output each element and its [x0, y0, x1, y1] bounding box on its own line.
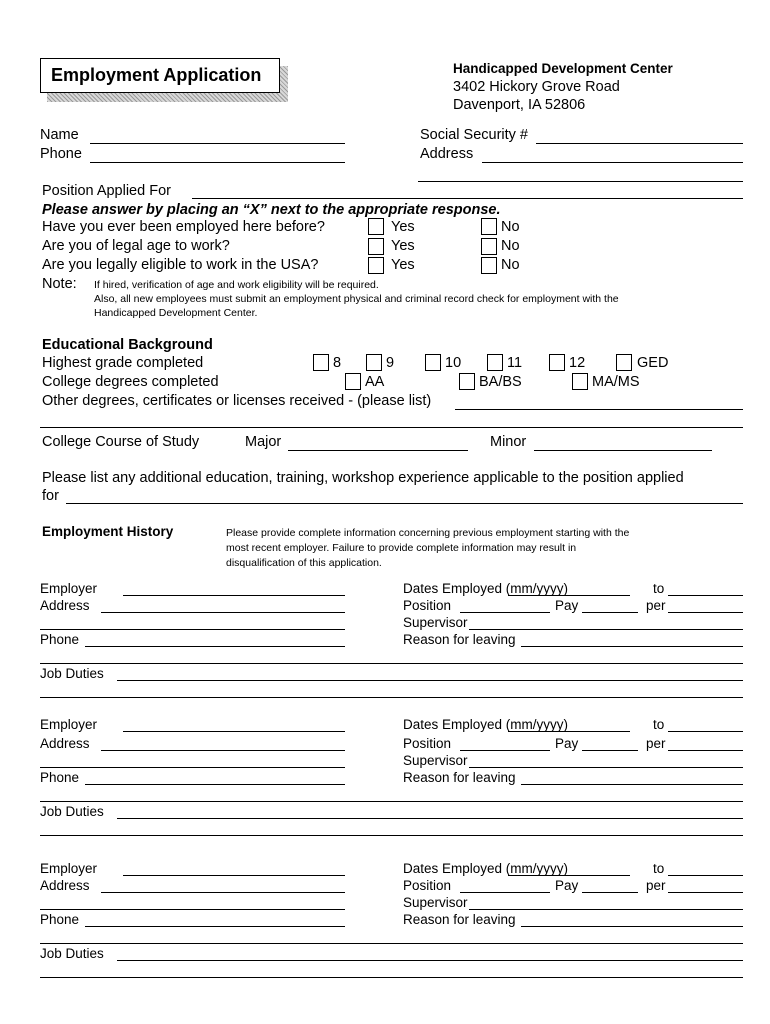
- highest-grade-label: Highest grade completed: [42, 355, 204, 371]
- job-duties-field-line2[interactable]: [40, 977, 743, 978]
- education-heading: Educational Background: [42, 337, 213, 353]
- job-duties-label: Job Duties: [40, 666, 104, 681]
- dates-to-field[interactable]: [668, 731, 743, 732]
- eligible-no-label: No: [501, 257, 520, 273]
- grade-12-label: 12: [569, 355, 586, 371]
- grade-ged-label: GED: [637, 355, 669, 371]
- grade-11-checkbox[interactable]: [487, 354, 503, 371]
- grade-9-label: 9: [386, 355, 395, 371]
- dates-to-label: to: [653, 717, 665, 732]
- employer-address-field-line2[interactable]: [40, 909, 345, 910]
- employed-before-no-checkbox[interactable]: [481, 218, 497, 235]
- reason-field-line2[interactable]: [40, 663, 743, 664]
- reason-label: Reason for leaving: [403, 632, 516, 647]
- per-field[interactable]: [668, 612, 743, 613]
- address-field[interactable]: [482, 162, 743, 163]
- note-line2: Also, all new employees must submit an employment physical and criminal record check for employment with the: [94, 293, 619, 305]
- employer-phone-field[interactable]: [85, 784, 345, 785]
- additional-education-line2: for: [42, 488, 59, 504]
- page-title: Employment Application: [40, 58, 280, 93]
- name-label: Name: [40, 127, 79, 143]
- reason-field-line2[interactable]: [40, 943, 743, 944]
- employed-before-yes-checkbox[interactable]: [368, 218, 384, 235]
- supervisor-field[interactable]: [469, 629, 743, 630]
- other-degrees-label: Other degrees, certificates or licenses received - (please list): [42, 393, 432, 409]
- org-address-line1: 3402 Hickory Grove Road: [453, 79, 620, 95]
- legal-age-yes-checkbox[interactable]: [368, 238, 384, 255]
- grade-10-checkbox[interactable]: [425, 354, 441, 371]
- employer-address-field-line2[interactable]: [40, 629, 345, 630]
- supervisor-label: Supervisor: [403, 753, 468, 768]
- note-line1: If hired, verification of age and work eligibility will be required.: [94, 279, 379, 291]
- grade-11-label: 11: [507, 355, 523, 371]
- pay-field[interactable]: [582, 750, 638, 751]
- supervisor-field[interactable]: [469, 767, 743, 768]
- dates-from-field[interactable]: [508, 731, 630, 732]
- dates-to-label: to: [653, 581, 665, 596]
- dates-to-label: to: [653, 861, 665, 876]
- pay-label: Pay: [555, 878, 579, 893]
- employer-field[interactable]: [123, 875, 345, 876]
- employed-before-yes-label: Yes: [391, 219, 415, 235]
- name-field[interactable]: [90, 143, 345, 144]
- phone-field[interactable]: [90, 162, 345, 163]
- grade-10-label: 10: [445, 355, 462, 371]
- per-field[interactable]: [668, 750, 743, 751]
- other-degrees-field[interactable]: [455, 409, 743, 410]
- position-field[interactable]: [460, 750, 550, 751]
- supervisor-label: Supervisor: [403, 615, 468, 630]
- minor-label: Minor: [490, 434, 527, 450]
- dates-to-field[interactable]: [668, 595, 743, 596]
- reason-field[interactable]: [521, 646, 743, 647]
- dates-from-field[interactable]: [508, 875, 630, 876]
- pay-label: Pay: [555, 736, 579, 751]
- pay-field[interactable]: [582, 612, 638, 613]
- employment-heading: Employment History: [42, 524, 174, 539]
- dates-employed-label: Dates Employed (mm/yyyy): [403, 717, 569, 732]
- employer-phone-field[interactable]: [85, 926, 345, 927]
- note-label: Note:: [42, 276, 77, 292]
- position-label: Position: [403, 736, 452, 751]
- note-line3: Handicapped Development Center.: [94, 307, 258, 319]
- college-course-label: College Course of Study: [42, 434, 200, 450]
- employer-field[interactable]: [123, 595, 345, 596]
- degree-babs-label: BA/BS: [479, 374, 522, 390]
- employer-label: Employer: [40, 861, 98, 876]
- address-field-line2[interactable]: [418, 181, 743, 182]
- employer-label: Employer: [40, 717, 98, 732]
- supervisor-field[interactable]: [469, 909, 743, 910]
- pay-field[interactable]: [582, 892, 638, 893]
- major-field[interactable]: [288, 450, 468, 451]
- employer-phone-field[interactable]: [85, 646, 345, 647]
- supervisor-label: Supervisor: [403, 895, 468, 910]
- employer-address-label: Address: [40, 736, 90, 751]
- position-field[interactable]: [192, 198, 743, 199]
- degree-mams-checkbox[interactable]: [572, 373, 588, 390]
- job-duties-field-line2[interactable]: [40, 697, 743, 698]
- org-address-line2: Davenport, IA 52806: [453, 97, 586, 113]
- question-legal-age: Are you of legal age to work?: [42, 238, 230, 254]
- legal-age-no-label: No: [501, 238, 520, 254]
- employer-field[interactable]: [123, 731, 345, 732]
- position-label: Position Applied For: [42, 183, 171, 199]
- employment-instructions-line3: disqualification of this application.: [226, 557, 382, 569]
- job-duties-field[interactable]: [117, 960, 743, 961]
- employer-phone-label: Phone: [40, 912, 80, 927]
- other-degrees-field-line2[interactable]: [40, 427, 743, 428]
- degree-aa-label: AA: [365, 374, 385, 390]
- job-duties-field[interactable]: [117, 818, 743, 819]
- grade-ged-checkbox[interactable]: [616, 354, 632, 371]
- job-duties-label: Job Duties: [40, 946, 104, 961]
- address-label: Address: [420, 146, 474, 162]
- employer-phone-label: Phone: [40, 770, 80, 785]
- per-label: per: [646, 736, 666, 751]
- employment-instructions-line1: Please provide complete information concerning previous employment starting with the: [226, 527, 630, 539]
- question-employed-before: Have you ever been employed here before?: [42, 219, 325, 235]
- employer-address-field[interactable]: [101, 892, 345, 893]
- per-label: per: [646, 878, 666, 893]
- grade-8-label: 8: [333, 355, 342, 371]
- employer-label: Employer: [40, 581, 98, 596]
- employer-address-label: Address: [40, 598, 90, 613]
- dates-employed-label: Dates Employed (mm/yyyy): [403, 861, 569, 876]
- per-field[interactable]: [668, 892, 743, 893]
- minor-field[interactable]: [534, 450, 712, 451]
- additional-education-field[interactable]: [66, 503, 743, 504]
- org-name: Handicapped Development Center: [453, 61, 673, 76]
- dates-to-field[interactable]: [668, 875, 743, 876]
- pay-label: Pay: [555, 598, 579, 613]
- dates-from-field[interactable]: [508, 595, 630, 596]
- employer-phone-label: Phone: [40, 632, 80, 647]
- question-eligible: Are you legally eligible to work in the USA?: [42, 257, 319, 273]
- position-label: Position: [403, 878, 452, 893]
- ssn-label: Social Security #: [420, 127, 528, 143]
- eligible-no-checkbox[interactable]: [481, 257, 497, 274]
- degree-mams-label: MA/MS: [592, 374, 640, 390]
- legal-age-no-checkbox[interactable]: [481, 238, 497, 255]
- reason-label: Reason for leaving: [403, 770, 516, 785]
- eligible-yes-checkbox[interactable]: [368, 257, 384, 274]
- legal-age-yes-label: Yes: [391, 238, 415, 254]
- reason-label: Reason for leaving: [403, 912, 516, 927]
- additional-education-line1: Please list any additional education, training, workshop experience applicable to the position applied: [42, 470, 684, 486]
- reason-field[interactable]: [521, 926, 743, 927]
- degree-aa-checkbox[interactable]: [345, 373, 361, 390]
- grade-12-checkbox[interactable]: [549, 354, 565, 371]
- employed-before-no-label: No: [501, 219, 520, 235]
- eligible-yes-label: Yes: [391, 257, 415, 273]
- employer-address-field[interactable]: [101, 750, 345, 751]
- reason-field[interactable]: [521, 784, 743, 785]
- position-field[interactable]: [460, 892, 550, 893]
- reason-field-line2[interactable]: [40, 801, 743, 802]
- employer-address-field-line2[interactable]: [40, 767, 345, 768]
- major-label: Major: [245, 434, 282, 450]
- phone-label: Phone: [40, 146, 82, 162]
- job-duties-field[interactable]: [117, 680, 743, 681]
- ssn-field[interactable]: [536, 143, 743, 144]
- grade-8-checkbox[interactable]: [313, 354, 329, 371]
- instruction-text: Please answer by placing an “X” next to the appropriate response.: [42, 202, 501, 218]
- dates-employed-label: Dates Employed (mm/yyyy): [403, 581, 569, 596]
- grade-9-checkbox[interactable]: [366, 354, 382, 371]
- per-label: per: [646, 598, 666, 613]
- position-label: Position: [403, 598, 452, 613]
- employer-address-field[interactable]: [101, 612, 345, 613]
- employer-address-label: Address: [40, 878, 90, 893]
- job-duties-field-line2[interactable]: [40, 835, 743, 836]
- employment-instructions-line2: most recent employer. Failure to provide complete information may result in: [226, 542, 577, 554]
- college-degrees-label: College degrees completed: [42, 374, 219, 390]
- position-field[interactable]: [460, 612, 550, 613]
- degree-babs-checkbox[interactable]: [459, 373, 475, 390]
- job-duties-label: Job Duties: [40, 804, 104, 819]
